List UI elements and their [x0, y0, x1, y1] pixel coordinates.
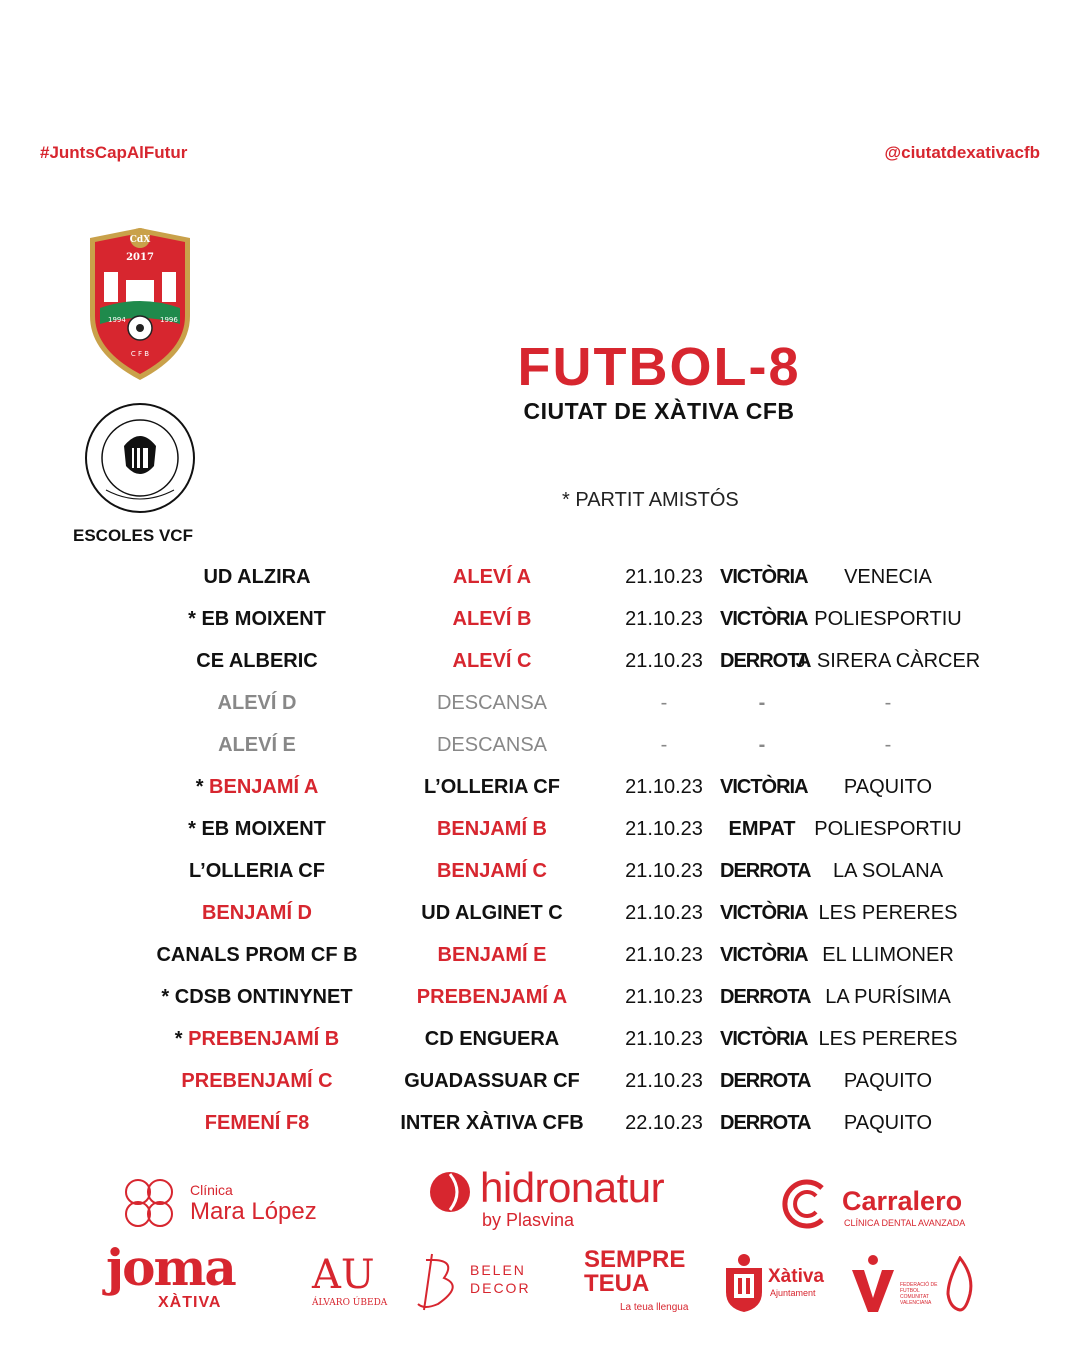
match-row [0, 766, 1080, 808]
joma-name: joma [106, 1238, 235, 1297]
away-team: BENJAMÍ C [436, 860, 548, 882]
match-date: 21.10.23 [625, 818, 703, 840]
match-date: 21.10.23 [625, 566, 703, 588]
sponsor-belen-decor [408, 1250, 532, 1314]
match-venue: VENECIA [844, 566, 932, 588]
xativa-name: Xàtiva [768, 1266, 824, 1287]
carralero-name: Carralero [842, 1186, 963, 1216]
flame-icon [944, 1256, 976, 1312]
home-team [156, 944, 357, 967]
sponsor-clinica-mara-lopez [118, 1172, 318, 1234]
match-venue: EL LLIMONER [822, 944, 954, 966]
friendly-marker: * [174, 1028, 189, 1050]
match-row [0, 640, 1080, 682]
match-result: DERROTA [720, 650, 811, 672]
sponsor-sempre-teua [584, 1248, 694, 1316]
friendly-marker: * [195, 776, 210, 798]
match-result: VICTÒRIA [720, 902, 808, 924]
match-date: 21.10.23 [625, 944, 703, 966]
home-team-name: EB MOIXENT [201, 818, 326, 840]
belen-bottom: DECOR [470, 1280, 531, 1296]
home-team-name: BENJAMÍ D [201, 902, 313, 924]
vcf-label: ESCOLES VCF [73, 526, 193, 545]
match-date: 21.10.23 [625, 1070, 703, 1092]
match-date: 21.10.23 [625, 986, 703, 1008]
away-team: INTER XÀTIVA CFB [400, 1112, 584, 1134]
match-date: 21.10.23 [625, 860, 703, 882]
match-result: - [758, 692, 766, 714]
sponsor-hidronatur [428, 1166, 698, 1236]
match-venue: - [884, 692, 892, 714]
sponsor-ajuntament-xativa [724, 1252, 834, 1316]
home-team-name: CE ALBERIC [196, 650, 318, 672]
belen-b-icon [408, 1250, 468, 1314]
carralero-sub: CLÍNICA DENTAL AVANZADA [844, 1218, 966, 1228]
home-team-name: EB MOIXENT [201, 608, 326, 630]
home-team [202, 902, 312, 925]
home-team [188, 608, 326, 631]
away-team: L’OLLERIA CF [424, 776, 560, 798]
match-row [0, 976, 1080, 1018]
match-row [0, 724, 1080, 766]
away-team: BENJAMÍ B [436, 818, 548, 840]
match-row [0, 1102, 1080, 1144]
away-team: CD ENGUERA [424, 1028, 560, 1050]
match-row [0, 934, 1080, 976]
home-team [203, 566, 310, 589]
home-team-name: PREBENJAMÍ C [181, 1070, 333, 1092]
home-team-name: L’OLLERIA CF [189, 860, 325, 882]
match-date: 21.10.23 [625, 776, 703, 798]
friendly-marker: * [161, 986, 175, 1008]
home-team [218, 692, 297, 715]
home-team-name: PREBENJAMÍ B [188, 1028, 340, 1050]
social-handle: @ciutatdexativacfb [884, 143, 1040, 162]
match-table [0, 556, 1080, 1144]
crest-year: 2017 [126, 252, 154, 263]
home-team-name: BENJAMÍ A [209, 776, 319, 798]
match-result: VICTÒRIA [720, 776, 808, 798]
away-team: ALEVÍ A [452, 566, 532, 588]
sempre-sub: La teua llengua [620, 1302, 689, 1313]
match-row [0, 556, 1080, 598]
away-team: PREBENJAMÍ A [416, 986, 568, 1008]
clinica-small: Clínica [190, 1182, 233, 1198]
home-team [161, 986, 352, 1009]
sempre-line1: SEMPRE [584, 1246, 686, 1273]
page-subtitle: CIUTAT DE XÀTIVA CFB [523, 398, 795, 424]
home-team [188, 818, 326, 841]
clinica-name: Mara López [190, 1198, 317, 1225]
match-venue: - [884, 734, 892, 756]
match-date: 21.10.23 [625, 608, 703, 630]
hidronatur-sub: by Plasvina [482, 1210, 575, 1230]
match-venue: PAQUITO [843, 776, 933, 798]
away-team: DESCANSA [436, 692, 548, 714]
match-venue: POLIESPORTIU [814, 608, 962, 630]
match-date: 22.10.23 [625, 1112, 703, 1134]
match-result: EMPAT [728, 818, 796, 840]
home-team-name: ALEVÍ D [217, 692, 297, 714]
match-venue: LES PERERES [818, 1028, 958, 1050]
home-team [218, 734, 296, 757]
sponsor-joma [106, 1238, 278, 1314]
hashtag: #JuntsCapAlFutur [40, 143, 188, 162]
home-team [196, 776, 319, 799]
match-venue: LES PERERES [818, 902, 958, 924]
carralero-c-icon [778, 1176, 834, 1232]
home-team [175, 1028, 339, 1051]
match-date: 21.10.23 [625, 650, 703, 672]
match-date: 21.10.23 [625, 902, 703, 924]
match-result: VICTÒRIA [720, 1028, 808, 1050]
match-row [0, 850, 1080, 892]
match-venue: PAQUITO [843, 1112, 933, 1134]
home-team [189, 860, 325, 883]
match-result: DERROTA [720, 1070, 811, 1092]
match-row [0, 1060, 1080, 1102]
home-team-name: ALEVÍ E [218, 734, 296, 756]
crest-initials: CdX [129, 235, 151, 245]
sponsor-alvaro-ubeda [312, 1252, 392, 1312]
crest-right-year: 1996 [160, 316, 178, 324]
match-result: VICTÒRIA [720, 608, 808, 630]
match-venue: PAQUITO [843, 1070, 933, 1092]
away-team: UD ALGINET C [421, 902, 563, 924]
match-row [0, 682, 1080, 724]
home-team-name: FEMENÍ F8 [204, 1112, 310, 1134]
crest-club: C F B [130, 350, 150, 358]
sponsor-carralero [778, 1176, 978, 1236]
home-team [205, 1112, 309, 1135]
match-result: DERROTA [720, 986, 811, 1008]
clover-icon [118, 1172, 180, 1234]
home-team-name: CDSB ONTINYNET [174, 986, 353, 1008]
home-team-name: CANALS PROM CF B [156, 944, 358, 966]
away-team: BENJAMÍ E [437, 944, 547, 966]
belen-top: BELEN [470, 1262, 526, 1278]
sponsor-ffcv [850, 1254, 980, 1316]
match-result: DERROTA [720, 860, 811, 882]
match-venue: LA SOLANA [832, 860, 944, 882]
home-team [196, 650, 317, 673]
match-venue: POLIESPORTIU [814, 818, 962, 840]
xativa-sub: Ajuntament [770, 1288, 816, 1298]
match-result: VICTÒRIA [720, 944, 808, 966]
au-sub: ÁLVARO ÚBEDA [312, 1298, 388, 1308]
match-row [0, 598, 1080, 640]
hidronatur-name: hidronatur [480, 1164, 665, 1211]
match-row [0, 808, 1080, 850]
match-result: DERROTA [720, 1112, 811, 1134]
home-team [181, 1070, 332, 1093]
friendly-note: * PARTIT AMISTÓS [562, 489, 739, 511]
ffcv-icon [850, 1254, 896, 1314]
crest-left-year: 1994 [108, 316, 126, 324]
home-team-name: UD ALZIRA [203, 566, 311, 588]
match-date: - [660, 734, 668, 756]
friendly-marker: * [188, 818, 202, 840]
joma-sub: XÀTIVA [158, 1294, 222, 1311]
xativa-shield-icon [724, 1252, 764, 1314]
match-result: - [758, 734, 766, 756]
ffcv-sub: FEDERACIÓ DE FUTBOL COMUNITAT VALENCIANA [900, 1282, 938, 1306]
away-team: ALEVÍ B [452, 608, 532, 630]
away-team: DESCANSA [436, 734, 548, 756]
match-date: - [660, 692, 668, 714]
away-team: GUADASSUAR CF [404, 1070, 580, 1092]
drop-icon [428, 1170, 472, 1214]
sempre-line2: TEUA [584, 1270, 650, 1297]
match-row [0, 892, 1080, 934]
match-venue: LA PURÍSIMA [825, 986, 951, 1008]
match-row [0, 1018, 1080, 1060]
match-date: 21.10.23 [625, 1028, 703, 1050]
match-result: VICTÒRIA [720, 566, 808, 588]
page-title: FUTBOL-8 [517, 337, 801, 397]
away-team: ALEVÍ C [452, 650, 532, 672]
friendly-marker: * [188, 608, 202, 630]
match-venue: J. SIRERA CÀRCER [795, 650, 981, 672]
au-mark: AU [312, 1252, 375, 1298]
